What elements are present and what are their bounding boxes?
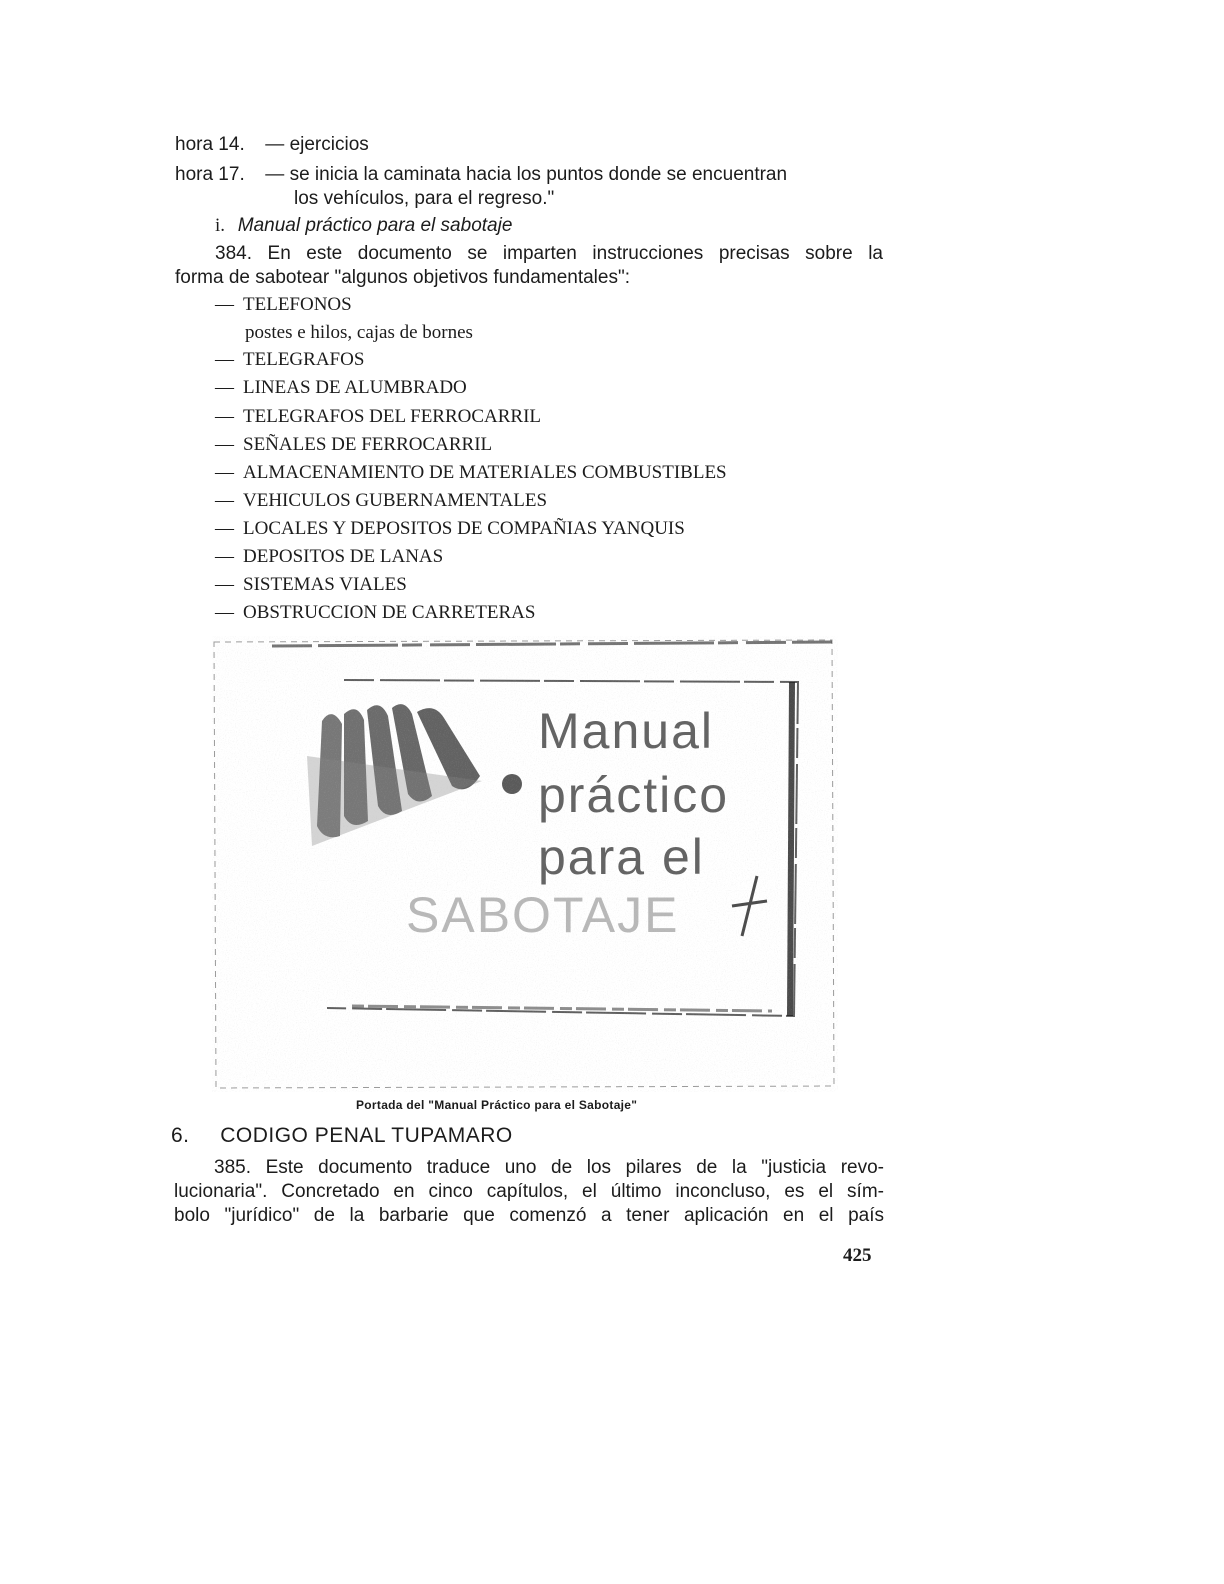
list-dash: —	[215, 518, 234, 539]
list-dash: —	[215, 377, 234, 398]
paragraph-384-line-2: forma de sabotear "algunos objetivos fundamentales":	[175, 267, 630, 288]
cover-line-2: práctico	[538, 767, 730, 823]
paragraph-385	[174, 1156, 884, 1228]
section-6-number: 6.	[171, 1124, 190, 1147]
target-item	[215, 405, 541, 429]
cover-line-4: SABOTAJE	[406, 887, 680, 943]
target-item	[215, 461, 727, 485]
target-item	[215, 489, 547, 513]
schedule-hour-17	[175, 163, 787, 187]
target-label: OBSTRUCCION DE CARRETERAS	[243, 602, 536, 623]
section-6-title: CODIGO PENAL TUPAMARO	[220, 1124, 513, 1147]
target-label: TELEGRAFOS	[243, 349, 365, 370]
target-label: SEÑALES DE FERROCARRIL	[243, 434, 493, 455]
section-6-heading	[171, 1124, 513, 1148]
manual-cover-figure	[212, 636, 838, 1092]
target-label: TELEFONOS	[243, 294, 352, 315]
cover-line-3: para el	[538, 829, 705, 885]
schedule-hour-14	[175, 133, 369, 157]
target-item	[215, 433, 492, 457]
list-dash: —	[215, 349, 234, 370]
paragraph-385-line-3: bolo "jurídico" de la barbarie que comenzó a tener aplicación en el país	[174, 1205, 884, 1226]
section-i-marker: i.	[215, 215, 226, 236]
figure-caption: Portada del "Manual Práctico para el Sabotaje"	[356, 1098, 638, 1112]
target-item	[215, 601, 535, 625]
paragraph-384-line-1: 384. En este documento se imparten instrucciones precisas sobre la	[215, 243, 883, 264]
target-item	[215, 517, 685, 541]
hour-14-text: — ejercicios	[265, 134, 369, 155]
target-item	[215, 293, 352, 317]
target-item	[215, 545, 443, 569]
paragraph-384	[175, 242, 883, 290]
cover-image	[212, 636, 838, 1092]
target-label: LOCALES Y DEPOSITOS DE COMPAÑIAS YANQUIS	[243, 518, 685, 539]
cover-line-1: Manual	[538, 703, 714, 759]
list-dash: —	[215, 406, 234, 427]
target-note: postes e hilos, cajas de bornes	[245, 322, 473, 343]
list-dash: —	[215, 462, 234, 483]
list-dash: —	[215, 602, 234, 623]
page-number: 425	[843, 1245, 872, 1266]
list-dash: —	[215, 490, 234, 511]
target-label: DEPOSITOS DE LANAS	[243, 546, 444, 567]
hour-17-continuation: los vehículos, para el regreso."	[294, 188, 555, 209]
section-i-heading	[215, 214, 512, 238]
target-item	[215, 348, 364, 372]
target-item	[215, 573, 407, 597]
target-label: VEHICULOS GUBERNAMENTALES	[243, 490, 548, 511]
target-label: SISTEMAS VIALES	[243, 574, 407, 595]
target-item	[215, 376, 467, 400]
target-label: LINEAS DE ALUMBRADO	[243, 377, 467, 398]
list-dash: —	[215, 574, 234, 595]
list-dash: —	[215, 546, 234, 567]
target-label: ALMACENAMIENTO DE MATERIALES COMBUSTIBLES	[243, 462, 727, 483]
target-label: TELEGRAFOS DEL FERROCARRIL	[243, 406, 542, 427]
list-dash: —	[215, 294, 234, 315]
section-i-title: Manual práctico para el sabotaje	[237, 215, 513, 236]
paragraph-385-line-1: 385. Este documento traduce uno de los pilares de la "justicia revo-	[214, 1157, 884, 1178]
hour-17-text: — se inicia la caminata hacia los puntos donde se encuentran	[265, 164, 788, 185]
hour-14-label: hora 14.	[175, 134, 245, 155]
photocopy-grain	[212, 636, 838, 1092]
hour-17-label: hora 17.	[175, 164, 245, 185]
paragraph-385-line-2: lucionaria". Concretado en cinco capítulos, el último inconcluso, es el sím-	[174, 1181, 884, 1202]
list-dash: —	[215, 434, 234, 455]
